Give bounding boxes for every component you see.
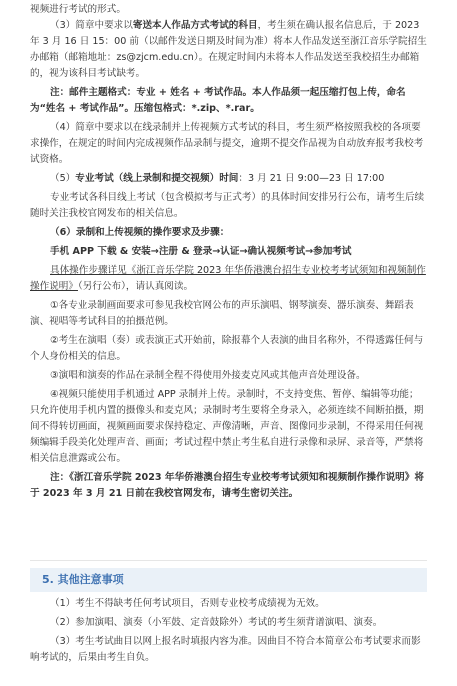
paragraph-4-online-recording: （4）简章中要求以在线录制并上传视频方式考试的科目，考生须严格按照我校的各项要求操作，在规定的时间内完成视频作品录制与提交，逾期不提交作品视为自动放弃报考我校考试资格。	[30, 122, 424, 165]
requirement-4: ④视频只能使用手机通过 APP 录制并上传。录制时，不支持变焦、暂停、编辑等功能；只允许使用手机内置的摄像头和麦克风；录制时考生要将全身录入，必须连续不间断拍摄，期间不得转切画面，视频画面要求保持稳定、声像清晰，声音、图像同步录制，不得采用任何视频编辑手段美化处理声音、画面；考试过程中禁止考生私自进行录像和录屏、录音等，严禁将相关信息泄露或公布。	[30, 389, 424, 464]
section-5-heading: 5. 其他注意事项	[30, 568, 427, 592]
requirement-3: ③演唱和演奏的作品在录制全程不得使用外接麦克风或其他声音处理设备。	[50, 370, 366, 381]
emphasis-mail-subjects: 寄送本人作品方式考试的科目	[132, 20, 258, 31]
section-5-item: （3）考生考试曲目以网上报名时填报内容为准。因曲目不符合本简章公布考试要求而影响考试的，后果由考生自负。	[30, 636, 421, 663]
paragraph-guide-reference: 具体操作步骤详见《浙江音乐学院 2023 年华侨港澳台招生专业校考考试须知和视频制作操作说明》（另行公布），请认真阅读。	[30, 265, 426, 292]
section-5-item: （2）参加演唱、演奏（小军鼓、定音鼓除外）考试的考生须背谱演唱、演奏。	[50, 617, 383, 628]
section-5-item: （1）考生不得缺考任何考试项目，否则专业校考成绩视为无效。	[50, 598, 325, 609]
paragraph-intro-tail: 视频进行考试的形式。	[30, 4, 126, 15]
paragraph-5-exam-time: （5）专业考试（线上录制和提交视频）时间：3 月 21 日 9:00—23 日 17:00	[50, 173, 385, 184]
note-guide-release: 注：《浙江音乐学院 2023 年华侨港澳台招生专业校考考试须知和视频制作操作说明》将于 2023 年 3 月 21 日前在我校官网发布，请考生密切关注。	[30, 472, 424, 499]
paragraph-6-heading: （6）录制和上传视频的操作要求及步骤：	[50, 227, 230, 238]
note-email-format: 注：邮件主题格式：专业 + 姓名 + 考试作品。本人作品须一起压缩打包上传，命名为“姓名 + 考试作品”。压缩包格式：*.zip、*.rar。	[30, 87, 406, 114]
section-5-body	[30, 596, 427, 666]
section-divider	[30, 560, 427, 561]
emphasis-exam-time: 专业考试（线上录制和提交视频）时间	[75, 173, 239, 184]
requirement-1: ①各专业录制画面要求可参见我校官网公布的声乐演唱、钢琴演奏、器乐演奏、舞蹈表演、视唱等考试科目的拍摄范例。	[30, 300, 414, 327]
app-steps-flow: 手机 APP 下载 & 安装→注册 & 登录→认证→确认视频考试→参加考试	[50, 246, 352, 257]
guide-link[interactable]: 具体操作步骤详见《浙江音乐学院 2023 年华侨港澳台招生专业校考考试须知和视频制作操作说明》	[30, 265, 426, 292]
paragraph-exam-schedule: 专业考试各科目线上考试（包含模拟考与正式考）的具体时间安排另行公布，请考生后续随时关注我校官网发布的相关信息。	[30, 192, 425, 219]
requirement-2: ②考生在演唱（奏）或表演正式开始前，除报幕个人表演的曲目名称外，不得透露任何与个人身份相关的信息。	[30, 335, 424, 362]
paragraph-3-mail-works: （3）简章中要求以寄送本人作品方式考试的科目，考生须在确认报名信息后，于 2023 年 3 月 16 日 15：00 前（以邮件发送日期及时间为准）将本人作品发送至浙江音乐学院招生办邮箱（邮箱地址：zs@zjcm.edu.cn）。在规定时间内未将本人作品发送至我校招生办邮箱的，视为该科目考试缺考。	[30, 20, 427, 79]
